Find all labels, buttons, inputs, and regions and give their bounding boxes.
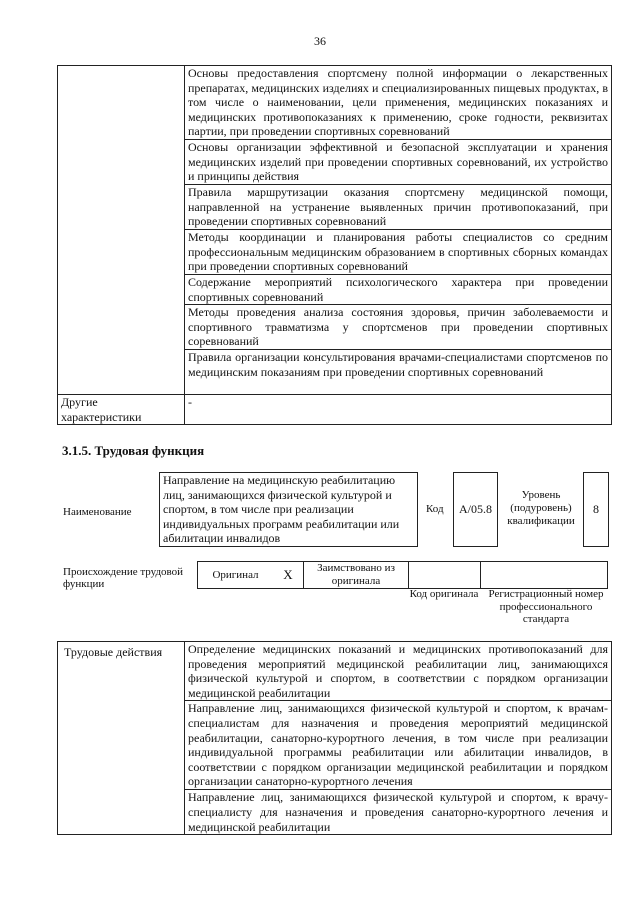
knowledge-row: Методы координации и планирования работы специалистов со средним профессиональным медицинским образованием в спортивных сборных командах при проведении спортивных соревнований	[185, 230, 612, 275]
divider	[303, 562, 304, 588]
level-label: Уровень (подуровень) квалификации	[507, 489, 575, 527]
knowledge-row: Правила маршрутизации оказания спортсмену медицинской помощи, направленной на устранение выявленных причин противопоказаний, при проведении спортивных соревнований	[185, 185, 612, 230]
knowledge-row: Содержание мероприятий психологического характера при проведении спортивных соревнований	[185, 275, 612, 305]
action-row: Направление лиц, занимающихся физической культурой и спортом, к врачу-специалисту для назначения и проведения санаторно-курортного лечения и медицинской реабилитации	[185, 790, 612, 835]
origin-row	[197, 561, 608, 589]
knowledge-row: Методы проведения анализа состояния здоровья, причин заболеваемости и спортивного травматизма у спортсменов при проведении спортивных соревнований	[185, 305, 612, 350]
section-title: 3.1.5. Трудовая функция	[62, 443, 205, 458]
function-name-box: Направление на медицинскую реабилитацию лиц, занимающихся физической культурой и спортом, в том числе при реализации индивидуальных программ реабилитации или абилитации инвалидов	[159, 472, 418, 547]
knowledge-row: Основы организации эффективной и безопасной эксплуатации и хранения медицинских изделий при проведении спортивных соревнований, их устройство и принципы действия	[185, 140, 612, 185]
divider	[480, 562, 481, 588]
page-number: 36	[314, 34, 326, 48]
name-label: Наименование	[63, 506, 132, 518]
origin-label: Происхождение трудовой функции	[63, 566, 184, 590]
level-value-box: 8	[583, 472, 609, 547]
divider	[408, 562, 409, 588]
empty-label-cell	[58, 66, 185, 395]
action-row: Определение медицинских показаний и медицинских противопоказаний для проведения мероприятий медицинской реабилитации лиц, занимающихся физической культурой и спортом, в соответствии с порядком организации медицинской реабилитации	[185, 642, 612, 701]
other-characteristics-value: -	[185, 395, 612, 425]
work-actions-table	[57, 641, 612, 835]
knowledge-row: Правила организации консультирования врачами-специалистами спортсменов по медицинским показаниям при проведении спортивных соревнований	[185, 350, 612, 395]
other-characteristics-label: Другие характеристики	[58, 395, 185, 425]
work-actions-label: Трудовые действия	[58, 642, 185, 835]
code-label: Код	[426, 503, 444, 515]
original-label: Оригинал	[212, 569, 259, 581]
original-mark: X	[283, 567, 293, 582]
action-row: Направление лиц, занимающихся физической культурой и спортом, к врачам-специалистам для назначения и проведения мероприятий медицинской реабилитации, санаторно-курортного лечения, в том числе при реализации индивидуальной программы реабилитации или абилитации инвалидов, в соответствии с порядком организации медицинской реабилитации и порядком организации санаторно-курортного лечения	[185, 701, 612, 790]
code-value-box: A/05.8	[453, 472, 498, 547]
code-original-caption: Код оригинала	[409, 588, 479, 600]
borrowed-label: Заимствовано из оригинала	[317, 562, 395, 587]
registration-number-caption: Регистрационный номер профессионального стандарта	[488, 588, 604, 625]
knowledge-table	[57, 65, 612, 425]
knowledge-row: Основы предоставления спортсмену полной информации о лекарственных препаратах, медицинских изделиях и специализированных пищевых продуктах, в том числе о наименовании, цели применения, медицинских показаниях и медицинских противопоказаниях к применению, сроке годности, реквизитах партии, при проведении спортивных соревнований	[185, 66, 612, 140]
